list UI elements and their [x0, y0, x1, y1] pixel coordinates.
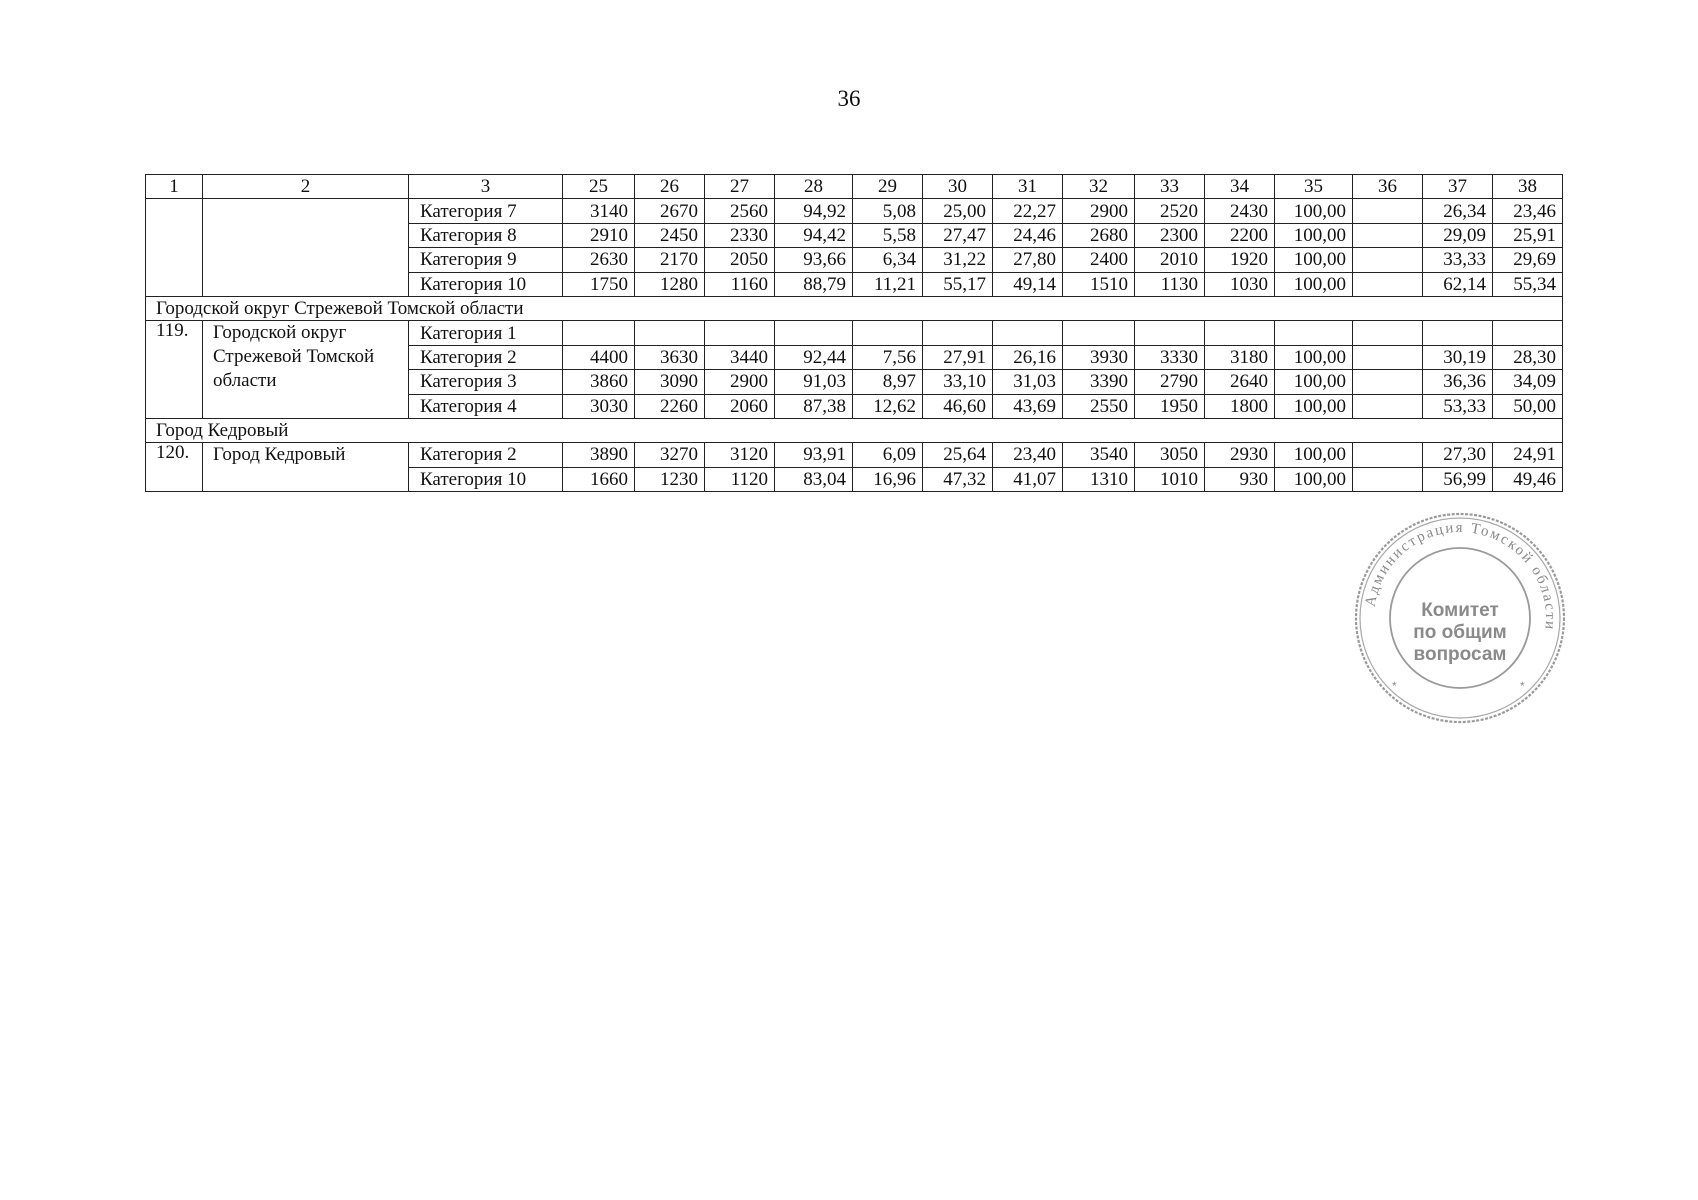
value-cell: 83,04 — [775, 467, 853, 491]
column-header: 32 — [1063, 175, 1135, 199]
column-header: 3 — [409, 175, 563, 199]
municipality-name: Город Кедровый — [203, 443, 409, 492]
value-cell: 100,00 — [1275, 199, 1353, 223]
value-cell: 29,69 — [1493, 248, 1563, 272]
value-cell: 12,62 — [853, 394, 923, 418]
value-cell: 2900 — [705, 370, 775, 394]
category-cell: Категория 9 — [409, 248, 563, 272]
column-header: 31 — [993, 175, 1063, 199]
stamp-seal — [1354, 512, 1566, 724]
value-cell: 47,32 — [923, 467, 993, 491]
value-cell — [1205, 321, 1275, 345]
value-cell: 3030 — [563, 394, 635, 418]
value-cell: 31,22 — [923, 248, 993, 272]
column-header: 25 — [563, 175, 635, 199]
stamp-line-3: вопросам — [1413, 644, 1507, 665]
municipality-name: Городской округ Стрежевой Томской области — [203, 321, 409, 419]
value-cell — [705, 321, 775, 345]
value-cell: 46,60 — [923, 394, 993, 418]
value-cell: 30,19 — [1423, 345, 1493, 369]
column-header: 27 — [705, 175, 775, 199]
value-cell: 2640 — [1205, 370, 1275, 394]
section-title: Город Кедровый — [146, 418, 1563, 442]
value-cell: 2930 — [1205, 443, 1275, 467]
value-cell: 5,08 — [853, 199, 923, 223]
header-row — [146, 175, 1563, 199]
value-cell: 43,69 — [993, 394, 1063, 418]
table-row — [146, 321, 1563, 345]
value-cell: 4400 — [563, 345, 635, 369]
value-cell: 2630 — [563, 248, 635, 272]
value-cell: 27,91 — [923, 345, 993, 369]
value-cell: 26,16 — [993, 345, 1063, 369]
category-cell: Категория 1 — [409, 321, 563, 345]
value-cell: 92,44 — [775, 345, 853, 369]
value-cell: 3140 — [563, 199, 635, 223]
value-cell: 50,00 — [1493, 394, 1563, 418]
value-cell: 1660 — [563, 467, 635, 491]
value-cell — [1353, 321, 1423, 345]
name-cell — [203, 199, 409, 297]
value-cell: 2430 — [1205, 199, 1275, 223]
value-cell: 49,14 — [993, 272, 1063, 296]
category-cell: Категория 7 — [409, 199, 563, 223]
column-header: 37 — [1423, 175, 1493, 199]
stamp-star-left: * — [1392, 679, 1397, 693]
value-cell: 2680 — [1063, 223, 1135, 247]
value-cell — [1275, 321, 1353, 345]
value-cell: 2260 — [635, 394, 705, 418]
value-cell: 33,33 — [1423, 248, 1493, 272]
value-cell: 53,33 — [1423, 394, 1493, 418]
value-cell — [1493, 321, 1563, 345]
value-cell: 33,10 — [923, 370, 993, 394]
value-cell: 24,91 — [1493, 443, 1563, 467]
value-cell: 36,36 — [1423, 370, 1493, 394]
data-table — [145, 174, 1563, 492]
value-cell: 11,21 — [853, 272, 923, 296]
value-cell: 930 — [1205, 467, 1275, 491]
column-header: 30 — [923, 175, 993, 199]
value-cell: 2910 — [563, 223, 635, 247]
stamp-line-1: Комитет — [1421, 600, 1499, 621]
value-cell: 31,03 — [993, 370, 1063, 394]
stamp-star-right: * — [1520, 679, 1525, 693]
value-cell: 100,00 — [1275, 272, 1353, 296]
value-cell: 3440 — [705, 345, 775, 369]
column-header: 2 — [203, 175, 409, 199]
value-cell: 3630 — [635, 345, 705, 369]
value-cell — [1353, 443, 1423, 467]
value-cell: 2060 — [705, 394, 775, 418]
category-cell: Категория 3 — [409, 370, 563, 394]
value-cell: 25,91 — [1493, 223, 1563, 247]
section-header-row — [146, 418, 1563, 442]
row-number: 119. — [146, 321, 203, 419]
value-cell: 2050 — [705, 248, 775, 272]
value-cell: 49,46 — [1493, 467, 1563, 491]
value-cell: 22,27 — [993, 199, 1063, 223]
value-cell: 1800 — [1205, 394, 1275, 418]
value-cell: 2900 — [1063, 199, 1135, 223]
value-cell: 27,30 — [1423, 443, 1493, 467]
value-cell: 3860 — [563, 370, 635, 394]
value-cell: 100,00 — [1275, 370, 1353, 394]
value-cell: 2400 — [1063, 248, 1135, 272]
value-cell: 55,34 — [1493, 272, 1563, 296]
category-cell: Категория 2 — [409, 443, 563, 467]
value-cell: 1310 — [1063, 467, 1135, 491]
column-header: 26 — [635, 175, 705, 199]
value-cell: 23,40 — [993, 443, 1063, 467]
value-cell: 100,00 — [1275, 394, 1353, 418]
value-cell: 93,91 — [775, 443, 853, 467]
value-cell — [853, 321, 923, 345]
value-cell — [993, 321, 1063, 345]
value-cell: 3390 — [1063, 370, 1135, 394]
value-cell: 94,92 — [775, 199, 853, 223]
value-cell: 2010 — [1135, 248, 1205, 272]
value-cell: 1120 — [705, 467, 775, 491]
value-cell — [775, 321, 853, 345]
value-cell: 1010 — [1135, 467, 1205, 491]
value-cell: 2300 — [1135, 223, 1205, 247]
value-cell: 1160 — [705, 272, 775, 296]
column-header: 36 — [1353, 175, 1423, 199]
value-cell: 2670 — [635, 199, 705, 223]
value-cell: 2790 — [1135, 370, 1205, 394]
value-cell: 3050 — [1135, 443, 1205, 467]
value-cell: 2560 — [705, 199, 775, 223]
column-header: 34 — [1205, 175, 1275, 199]
value-cell — [1353, 223, 1423, 247]
table-row — [146, 443, 1563, 467]
value-cell — [1353, 272, 1423, 296]
value-cell: 6,09 — [853, 443, 923, 467]
value-cell: 1280 — [635, 272, 705, 296]
value-cell: 2170 — [635, 248, 705, 272]
value-cell: 3540 — [1063, 443, 1135, 467]
value-cell: 1030 — [1205, 272, 1275, 296]
number-cell — [146, 199, 203, 297]
category-cell: Категория 2 — [409, 345, 563, 369]
value-cell: 25,00 — [923, 199, 993, 223]
value-cell: 93,66 — [775, 248, 853, 272]
value-cell: 2450 — [635, 223, 705, 247]
stamp-line-2: по общим — [1413, 622, 1507, 643]
column-header: 28 — [775, 175, 853, 199]
column-header: 33 — [1135, 175, 1205, 199]
category-cell: Категория 8 — [409, 223, 563, 247]
value-cell: 16,96 — [853, 467, 923, 491]
category-cell: Категория 4 — [409, 394, 563, 418]
value-cell — [923, 321, 993, 345]
value-cell — [1353, 370, 1423, 394]
value-cell: 100,00 — [1275, 443, 1353, 467]
value-cell: 56,99 — [1423, 467, 1493, 491]
value-cell: 2200 — [1205, 223, 1275, 247]
value-cell: 100,00 — [1275, 345, 1353, 369]
column-header: 35 — [1275, 175, 1353, 199]
value-cell: 2550 — [1063, 394, 1135, 418]
section-header-row — [146, 296, 1563, 320]
value-cell: 3120 — [705, 443, 775, 467]
value-cell: 5,58 — [853, 223, 923, 247]
value-cell: 1750 — [563, 272, 635, 296]
section-title: Городской округ Стрежевой Томской области — [146, 296, 1563, 320]
value-cell: 6,34 — [853, 248, 923, 272]
category-cell: Категория 10 — [409, 272, 563, 296]
value-cell — [1353, 199, 1423, 223]
value-cell: 100,00 — [1275, 248, 1353, 272]
value-cell: 100,00 — [1275, 223, 1353, 247]
stamp-ring-text: Администрация Томской области — [1362, 519, 1559, 632]
value-cell: 34,09 — [1493, 370, 1563, 394]
value-cell — [1423, 321, 1493, 345]
value-cell: 1230 — [635, 467, 705, 491]
page-number: 36 — [837, 86, 861, 111]
value-cell — [1135, 321, 1205, 345]
value-cell: 3890 — [563, 443, 635, 467]
value-cell: 55,17 — [923, 272, 993, 296]
value-cell: 3270 — [635, 443, 705, 467]
value-cell — [1353, 345, 1423, 369]
column-header: 38 — [1493, 175, 1563, 199]
value-cell — [1353, 248, 1423, 272]
row-number: 120. — [146, 443, 203, 492]
value-cell: 29,09 — [1423, 223, 1493, 247]
value-cell: 3330 — [1135, 345, 1205, 369]
value-cell: 25,64 — [923, 443, 993, 467]
value-cell: 7,56 — [853, 345, 923, 369]
value-cell: 3090 — [635, 370, 705, 394]
value-cell: 2520 — [1135, 199, 1205, 223]
value-cell: 1950 — [1135, 394, 1205, 418]
value-cell: 2330 — [705, 223, 775, 247]
value-cell: 1130 — [1135, 272, 1205, 296]
value-cell: 27,47 — [923, 223, 993, 247]
value-cell: 87,38 — [775, 394, 853, 418]
value-cell — [1353, 394, 1423, 418]
value-cell: 28,30 — [1493, 345, 1563, 369]
column-header: 1 — [146, 175, 203, 199]
table-row — [146, 199, 1563, 223]
value-cell: 8,97 — [853, 370, 923, 394]
value-cell: 1510 — [1063, 272, 1135, 296]
value-cell — [563, 321, 635, 345]
value-cell: 41,07 — [993, 467, 1063, 491]
value-cell: 24,46 — [993, 223, 1063, 247]
category-cell: Категория 10 — [409, 467, 563, 491]
column-header: 29 — [853, 175, 923, 199]
value-cell — [1353, 467, 1423, 491]
value-cell — [635, 321, 705, 345]
value-cell: 26,34 — [1423, 199, 1493, 223]
value-cell: 88,79 — [775, 272, 853, 296]
value-cell: 27,80 — [993, 248, 1063, 272]
value-cell: 91,03 — [775, 370, 853, 394]
value-cell: 94,42 — [775, 223, 853, 247]
value-cell: 100,00 — [1275, 467, 1353, 491]
value-cell: 1920 — [1205, 248, 1275, 272]
value-cell: 62,14 — [1423, 272, 1493, 296]
value-cell — [1063, 321, 1135, 345]
value-cell: 3180 — [1205, 345, 1275, 369]
value-cell: 3930 — [1063, 345, 1135, 369]
value-cell: 23,46 — [1493, 199, 1563, 223]
